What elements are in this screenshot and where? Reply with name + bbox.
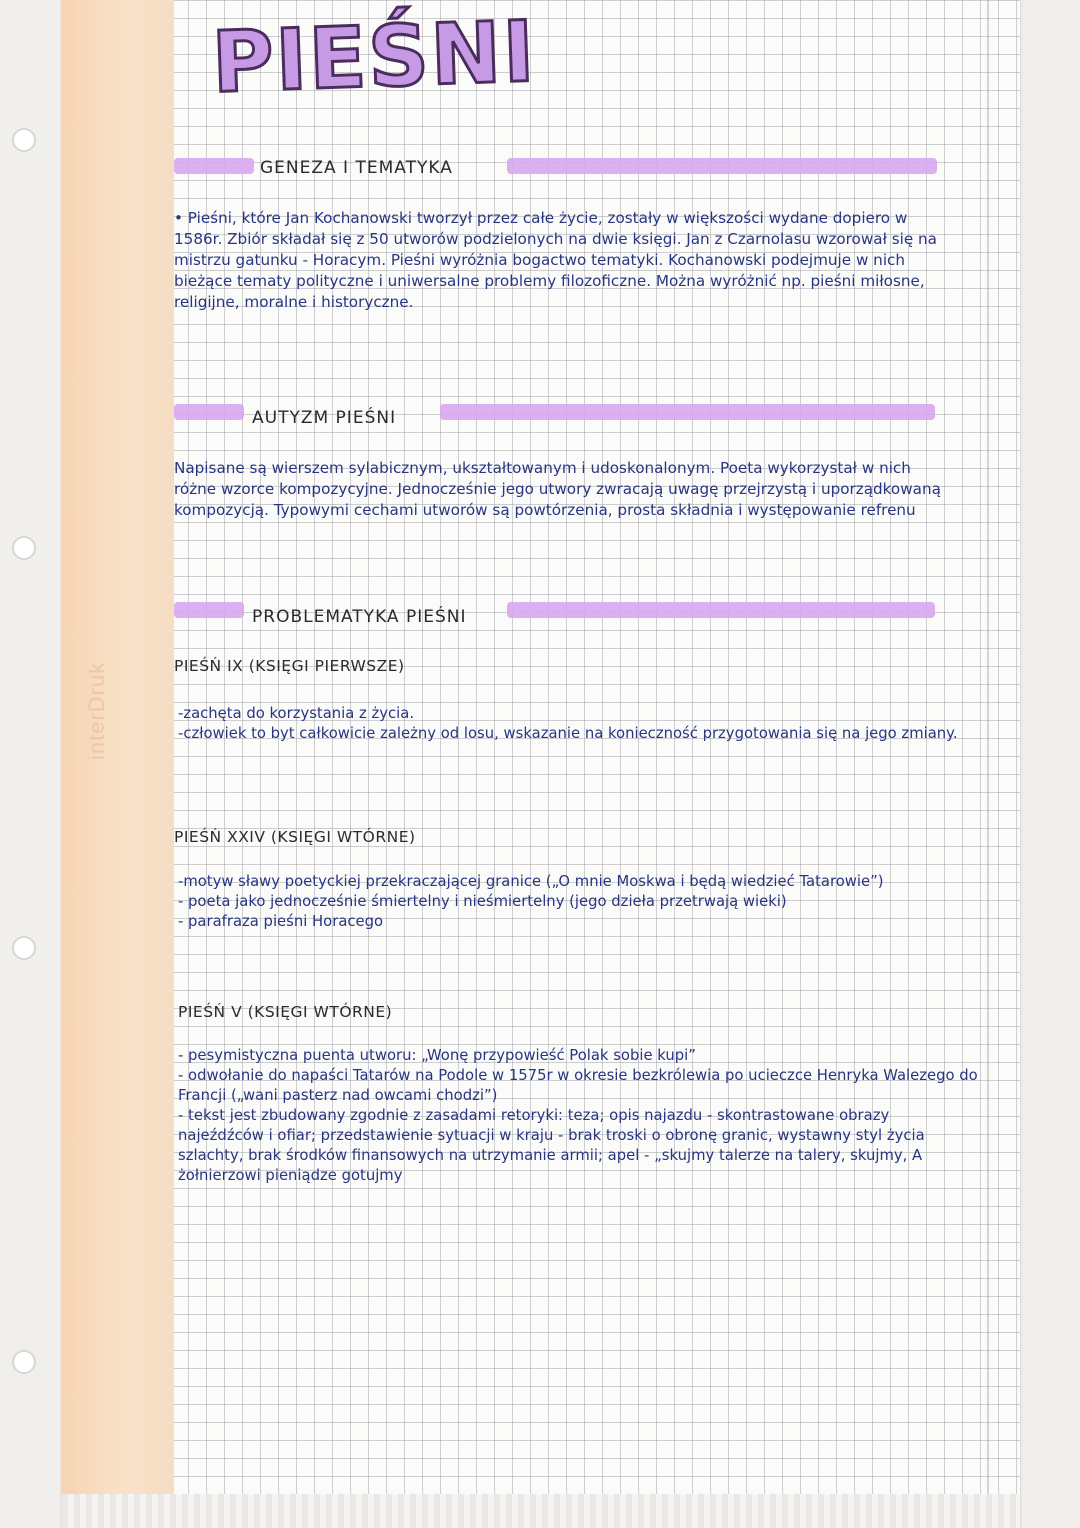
heading-highlight-right <box>507 602 935 618</box>
heading-highlight-left <box>174 602 244 618</box>
song-title: PIEŚŃ XXIV (KSIĘGI WTÓRNE) <box>174 828 416 846</box>
section-heading-geneza: GENEZA I TEMATYKA <box>260 158 453 178</box>
song-bullet-list <box>178 872 1008 932</box>
punch-hole <box>12 128 36 152</box>
section-text-geneza: • Pieśni, które Jan Kochanowski tworzył przez całe życie, zostały w większości wydane dopiero w 1586r. Zbiór składał się z 50 utworów podzielonych na dwie księgi. Jan z Czarnolasu wzorował się na mistrzu gatunku - Horacym. Pieśni wyróżnia bogactwo tematyki. Kochanowski podejmuje w nich bieżące tematy polityczne i uniwersalne problemy filozoficzne. Można wyróżnić np. pieśni miłosne, religijne, moralne i historyczne. <box>174 209 937 311</box>
section-heading-problematyka: PROBLEMATYKA PIEŚNI <box>252 607 467 627</box>
section-heading-artyzm: AUTYZM PIEŚNI <box>252 408 397 428</box>
song-bullet-list <box>178 704 978 744</box>
list-item: - odwołanie do napaści Tatarów na Podole w 1575r w okresie bezkrólewia po ucieczce Henryka Walezego do Francji („wani pasterz nad owcami chodzi”) <box>178 1067 978 1104</box>
punch-hole <box>12 936 36 960</box>
page-title: PIEŚNI <box>210 2 538 112</box>
heading-highlight-left <box>174 404 244 420</box>
brand-watermark: interDruk <box>84 661 109 760</box>
heading-highlight-right <box>440 404 935 420</box>
list-item: -zachęta do korzystania z życia. <box>178 705 415 722</box>
list-item: - pesymistyczna puenta utworu: „Wonę przypowieść Polak sobie kupi” <box>178 1047 696 1064</box>
list-item: - parafraza pieśni Horacego <box>178 913 384 930</box>
list-item: -człowiek to byt całkowicie zależny od losu, wskazanie na konieczność przygotowania się na jego zmiany. <box>178 725 958 742</box>
song-title: PIEŚŃ IX (KSIĘGI PIERWSZE) <box>174 657 405 675</box>
list-item: -motyw sławy poetyckiej przekraczającej granice („O mnie Moskwa i będą wiedzieć Tatarowie”) <box>178 873 884 890</box>
list-item: - tekst jest zbudowany zgodnie z zasadami retoryki: teza; opis najazdu - skontrastowane obrazy najeźdźców i ofiar; przedstawienie sytuacji w kraju - brak troski o obronę granic, wystawny styl życia szlachty, brak środków finansowych na utrzymanie armii; apel - „skujmy talerze na talery, skujmy, A żołnierzowi pieniądze gotujmy <box>178 1107 925 1184</box>
margin-strip <box>62 0 174 1495</box>
section-text-artyzm: Napisane są wierszem sylabicznym, ukształtowanym i udoskonalonym. Poeta wykorzystał w nich różne wzorce kompozycyjne. Jednocześnie jego utwory zwracają uwagę przejrzystą i uporządkowaną kompozycją. Typowymi cechami utworów są powtórzenia, prosta składnia i występowanie refrenu <box>174 459 941 519</box>
punch-hole <box>12 536 36 560</box>
song-title: PIEŚŃ V (KSIĘGI WTÓRNE) <box>178 1003 393 1021</box>
margin-line <box>987 0 989 1495</box>
page-bottom-edge <box>62 1494 1020 1528</box>
heading-highlight-right <box>507 158 937 174</box>
list-item: - poeta jako jednocześnie śmiertelny i nieśmiertelny (jego dzieła przetrwają wieki) <box>178 893 787 910</box>
notebook-page <box>62 0 1020 1528</box>
heading-highlight-left <box>174 158 254 174</box>
song-bullet-list <box>178 1046 978 1186</box>
punch-hole <box>12 1350 36 1374</box>
